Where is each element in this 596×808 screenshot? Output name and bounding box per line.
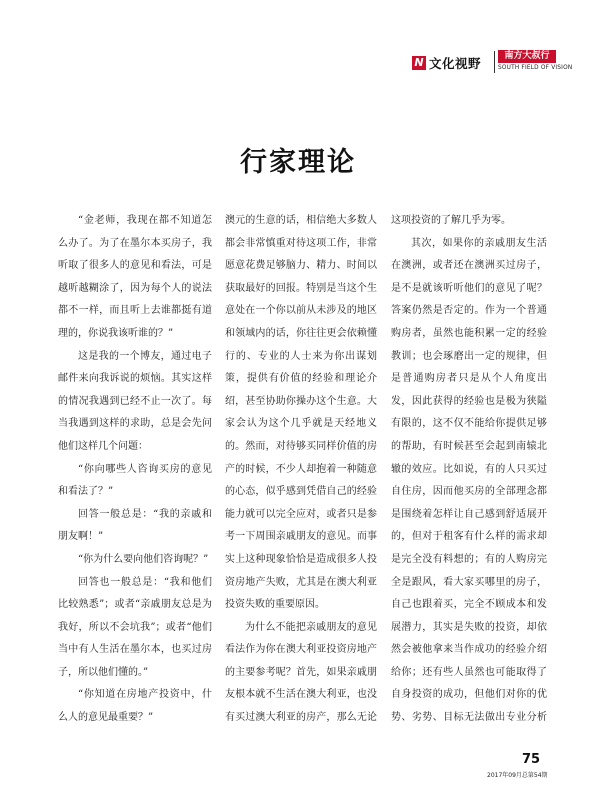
- section-masthead: [412, 48, 588, 78]
- paragraph: “你为什么要向他们咨询呢？”: [78, 553, 209, 565]
- article-column-2: [225, 210, 377, 730]
- paragraph: “金老师，我现在都不知道怎么办了。为了在墨尔本买房子，我听取了很多人的意见和看法，可是越听越糊涂了，因为每个人的说法都不一样，而且听上去谁都挺有道理的，你说我该听谁的？”: [58, 215, 212, 339]
- paragraph: 澳元的生意的话，相信绝大多数人都会非常慎重对待这项工作，非常愿意花费足够脑力、精力、时间以获取最好的回报。特别是当这个生意处在一个你以前从未涉及的地区和领域内的话，你往往更会依赖懂行的、专业的人士来为你出谋划策，提供有价值的经验和理论介绍，甚至协助你操办这个生意。大家会认为这个几乎就是天经地义的。然而，对待够买同样价值的房产的时候，不少人却抱着一种随意的心态，似乎感到凭借自己的经验能力就可以完全应对，或者只是参考一下周围亲戚朋友的意见。而事实上这种现象恰恰是造成很多人投资房地产失败，尤其是在澳大利亚投资失败的重要原因。: [225, 215, 377, 611]
- paragraph: “你知道在房地产投资中，什么人的意见最重要？”: [58, 689, 212, 724]
- paragraph: 其次，如果你的亲戚朋友生活在澳洲，或者还在澳洲买过房子，是不是就该听听他们的意见了呢？答案仍然是否定的。作为一个普通购房者，虽然也能积累一定的经验教训；也会琢磨出一定的规律，但是普通购房者只是从个人角度出发，因此获得的经验也是极为狭隘有限的，这不仅不能给你提供足够的帮助，有时候甚至会起到南辕北辙的效应。比如说，有的人只买过自住房，因而他买房的全部理念都是围绕着怎样让自己感到舒适展开的，但对于租客有什么样的需求却是完全没有料想的；有的人购房完全是跟风，看大家买哪里的房子，自己也跟着买，完全不顾成本和发展潜力，其实是失败的投资，却依然会被他拿来当作成功的经验介绍给你；还有些人虽然也可能取得了自身投资的成功，但他们对你的优势、劣势、目标无法做出专业分析: [391, 237, 547, 724]
- paragraph: 这项投资的了解几乎为零。: [391, 215, 511, 226]
- brand-label: 南方大叔行: [498, 50, 556, 63]
- page-number: 75: [522, 752, 541, 767]
- section-logo-icon: N: [412, 56, 426, 70]
- article-title: 行家理论: [240, 147, 356, 178]
- paragraph: 这是我的一个博友，通过电子邮件来向我诉说的烦恼。其实这样的情况我遇到已经不止一次了。每当我遇到这样的求助，总是会先问他们这样几个问题：: [58, 350, 212, 452]
- masthead-divider: [494, 51, 495, 73]
- paragraph: “你向哪些人咨询买房的意见和看法了？”: [58, 463, 212, 498]
- paragraph: 为什么不能把亲戚朋友的意见看法作为你在澳大利亚投资房地产的主要参考呢？首先，如果亲戚朋友根本就不生活在澳大利亚，也没有买过澳大利亚的房产，那么无论: [225, 621, 377, 724]
- article-column-3: [391, 210, 547, 730]
- issue-info: 2017年09月总第54期: [487, 772, 548, 779]
- paragraph: 回答也一般总是：“我和他们比较熟悉”；或者“亲戚朋友总是为我好，所以不会坑我”；或者“他们当中有人生活在墨尔本，也买过房子，所以他们懂的。”: [58, 576, 212, 678]
- paragraph: 回答一般总是：“我的亲戚和朋友啊！”: [58, 508, 212, 543]
- section-title: 文化视野: [429, 56, 482, 71]
- article-column-1: [58, 210, 212, 730]
- english-section-label: SOUTH FIELD OF VISION: [498, 65, 573, 71]
